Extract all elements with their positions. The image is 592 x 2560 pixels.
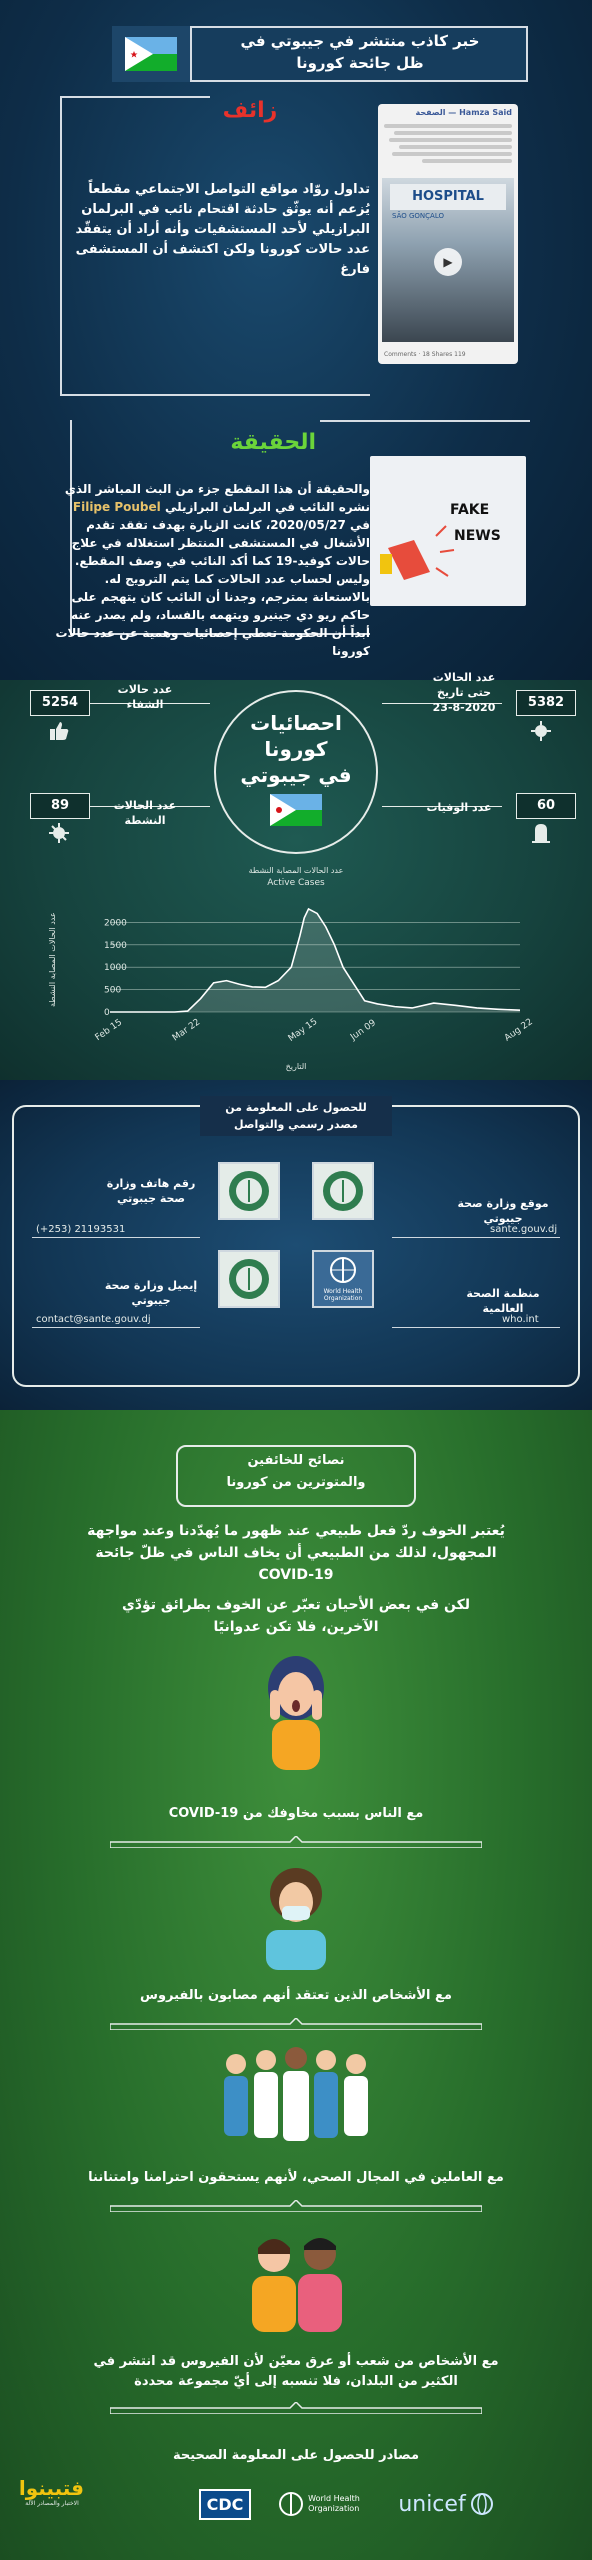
masked-man-illustration [246,1860,346,1970]
advice-item-4: مع الأشخاص من شعب أو عرق معيّن لأن الفيروس قد انتشر في الكثير من البلدان، فلا تنسبه إلى أيّ مجموعة محددة [93,2354,499,2389]
advice-item-2: مع الأشخاص الذين تعتقد أنهم مصابون بالفيروس [140,1988,452,2003]
contact-frame [12,1105,580,1387]
two-people-illustration [232,2226,362,2336]
chart-ylabel: عدد الحالات المصابة النشطة [48,912,57,1008]
x-tick-label: Mar 22 [170,1017,203,1044]
contact-heading: للحصول على المعلومة من مصدر رسمي والتواصل [200,1096,392,1136]
ministry-emblem-icon [320,1168,366,1214]
unicef-globe-icon [470,2492,494,2516]
total-cases-value: 5382 [516,690,576,716]
advice-warning: لكن في بعض الأحيان تعبّر عن الخوف بطرائق تؤدّي الآخرين، فلا تكن عدوانيًا [121,1597,471,1635]
active-label: عدد الحالات النشطة [113,799,177,827]
x-tick-label: Aug 22 [502,1017,535,1044]
y-tick-label: 1000 [104,963,127,974]
djibouti-flag [112,26,192,82]
fake-word: FAKE [450,502,490,518]
post-video-thumbnail [382,178,514,342]
separator [110,1836,482,1848]
recovered-value: 5254 [30,690,90,716]
tombstone-icon [530,822,552,844]
highlighted-name: Filipe Poubel [72,500,161,514]
chart-title: عدد الحالات المصابة النشطة [248,866,344,875]
x-tick-label: Feb 15 [93,1017,125,1044]
frame-line-bottom [60,394,370,396]
advice-intro: يُعتبر الخوف ردّ فعل طبيعي عند ظهور ما يُهدّدنا وعند مواجهة المجهول، لذلك من الطبيعي أن يخاف الناس في ظلّ جائحة COVID-19 [87,1523,505,1583]
ministry-email-label: إيميل وزارة صحة جيبوتي [104,1279,198,1307]
y-tick-label: 500 [104,985,122,996]
ministry-site-link[interactable]: sante.gouv.dj [490,1224,558,1235]
health-workers-illustration [216,2040,376,2150]
frame-line-top-2 [320,420,530,422]
title-line-2: ظل جائحة كورونا [296,54,424,72]
megaphone-icon [370,456,526,606]
advice-item-3: مع العاملين في المجال الصحي، لأنهم يستحقون احترامنا وامتناننا [88,2170,504,2185]
stats-title: احصائيات كورونا في جيبوتي [240,711,352,787]
y-tick-label: 2000 [104,918,127,929]
chart-subtitle: Active Cases [267,878,325,888]
underline [32,1237,200,1238]
fake-claim-text: تداول روّاد مواقع التواصل الاجتماعي مقطعاً يُزعم أنه يوثّق حادثة اقتحام نائب في البرلمان البرازيلي لأحد المستشفيات وأنه أراد أن يتفقّد عدد حالات كورونا ولكن اكتشف أن المستشفى فارغ [75,182,370,277]
ministry-phone-label: رقم هاتف وزارة صحة جيبوتي [106,1177,196,1205]
underline [392,1327,560,1328]
ministry-emblem-icon [226,1168,272,1214]
thumbs-up-icon [48,720,70,742]
facebook-post-screenshot [378,104,518,364]
virus-icon [48,822,70,844]
ministry-logo [218,1162,280,1220]
stats-flag [270,794,322,830]
title-line-1: خبر كاذب منتشر في جيبوتي في [240,32,480,50]
sources-heading: مصادر للحصول على المعلومة الصحيحة [173,2448,419,2463]
active-value: 89 [30,793,90,819]
truth-label: الحقيقة [230,430,316,455]
scared-woman-illustration [246,1650,346,1770]
y-tick-label: 0 [104,1008,110,1018]
page-title [200,30,520,78]
ministry-emblem-icon [226,1256,272,1302]
who-emblem-icon [278,2491,304,2517]
x-tick-label: Jun 09 [348,1018,378,1043]
advice-heading: نصائح للخائفين والمتوترين من كورونا [226,1453,366,1490]
virus-icon [530,720,552,742]
fatbino-logo: فتبينوا الاختبار والمصادر الآلة [18,2476,84,2507]
truth-text: والحقيقة أن هذا المقطع جزء من البث المباشر الذي نشره النائب في البرلمان البرازيلي Filipe Poubel في 2020/05/27، كانت الزيارة بهدف تفقد تقدم الأشغال في المستشفى المنتظر استغلاله في علاج حالات كوفيد-19 كما أكد النائب في وصف المقطع. وليس لحساب عدد الحالات كما يتم الترويج له. بالاستعانة بمترجم، وجدنا أن النائب كان يتهجم على حاكم ريو دي جينيرو ويتهمه بالفساد، ولم يصدر عنه أبداً أن الحكومة تعطي إحصائيات وهمية عن عدد حالات كورونا [55,482,370,658]
post-source: Hamza Said — الصفحة [415,108,512,117]
who-emblem-icon [329,1256,357,1284]
unicef-logo[interactable]: unicef [386,2486,506,2522]
recovered-label: عدد حالات الشفاء [117,683,173,711]
ministry-site-label: موقع وزارة صحة جيبوتي [457,1197,549,1225]
cdc-logo[interactable]: CDC [200,2486,250,2522]
total-cases-label: عدد الحالات حتى تاريخ 23-8-2020 [432,671,496,714]
active-cases-chart [0,880,592,1080]
fake-label: زائف [222,98,278,123]
chart-xlabel: التاريخ [285,1062,307,1071]
x-tick-label: May 15 [286,1016,320,1044]
news-word: NEWS [454,528,501,544]
who-source-logo[interactable]: World Health Organization [264,2486,374,2522]
separator [110,2018,482,2030]
separator [110,2402,482,2414]
deaths-value: 60 [516,793,576,819]
fake-news-illustration [370,456,526,606]
djibouti-flag-icon [270,794,322,826]
underline [392,1237,560,1238]
hospital-sign-sub: SÃO GONÇALO [392,212,444,220]
play-icon[interactable]: ▶ [434,248,462,276]
underline [32,1327,200,1328]
who-label: منظمة الصحة العالمية [466,1287,540,1315]
ministry-logo [218,1250,280,1308]
advice-item-1: مع الناس بسبب مخاوفك من COVID-19 [168,1806,424,1821]
deaths-label: عدد الوفيات [426,801,492,814]
who-logo: World Health Organization [312,1250,374,1308]
y-tick-label: 1500 [104,940,127,951]
active-cases-area [110,909,520,1012]
frame-line-top [60,96,210,98]
djibouti-flag-icon [125,37,177,71]
post-footer: 119 Comments · 18 Shares [384,351,466,358]
ministry-phone-number[interactable]: (+253) 21193531 [36,1224,126,1235]
ministry-logo [312,1162,374,1220]
who-site-link[interactable]: who.int [502,1314,539,1325]
post-text-lines [378,124,518,163]
ministry-email[interactable]: contact@sante.gouv.dj [36,1314,151,1325]
separator [110,2200,482,2212]
hospital-sign: HOSPITAL [390,184,506,210]
